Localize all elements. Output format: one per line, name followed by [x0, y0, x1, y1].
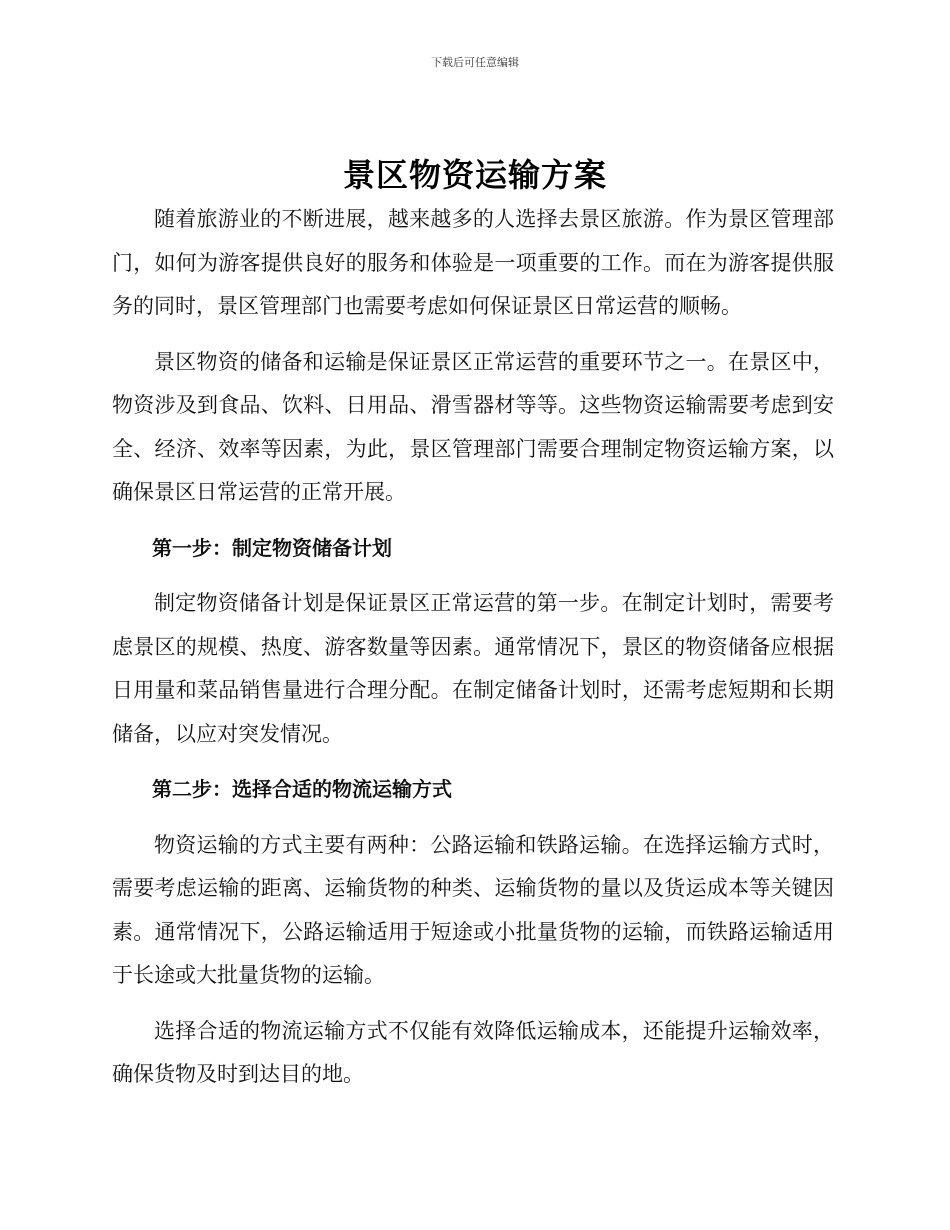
section-2-paragraph-1: 物资运输的方式主要有两种：公路运输和铁路运输。在选择运输方式时，需要考虑运输的距离、运输货物的种类、运输货物的量以及货运成本等关键因素。通常情况下，公路运输适用于短途或小批量货物的运输，而铁路运输适用于长途或大批量货物的运输。 — [112, 832, 834, 987]
intro-paragraph-2: 景区物资的储备和运输是保证景区正常运营的重要环节之一。在景区中，物资涉及到食品、饮料、日用品、滑雪器材等等。这些物资运输需要考虑到安全、经济、效率等因素，为此，景区管理部门需要合理制定物资运输方案，以确保景区日常运营的正常开展。 — [112, 349, 834, 504]
section-2-heading: 第二步：选择合适的物流运输方式 — [152, 777, 452, 801]
document-title: 景区物资运输方案 — [342, 156, 607, 194]
section-1-heading: 第一步：制定物资储备计划 — [152, 535, 392, 560]
intro-paragraph-1: 随着旅游业的不断进展，越来越多的人选择去景区旅游。作为景区管理部门，如何为游客提供良好的服务和体验是一项重要的工作。而在为游客提供服务的同时，景区管理部门也需要考虑如何保证景区日常运营的顺畅。 — [112, 207, 834, 318]
section-1-paragraph: 制定物资储备计划是保证景区正常运营的第一步。在制定计划时，需要考虑景区的规模、热度、游客数量等因素。通常情况下，景区的物资储备应根据日用量和菜品销售量进行合理分配。在制定储备计划时，还需考虑短期和长期储备，以应对突发情况。 — [112, 591, 834, 746]
section-2-paragraph-2: 选择合适的物流运输方式不仅能有效降低运输成本，还能提升运输效率，确保货物及时到达目的地。 — [112, 1018, 834, 1086]
header-note: 下载后可任意编辑 — [431, 56, 519, 69]
document-body — [112, 198, 834, 1097]
